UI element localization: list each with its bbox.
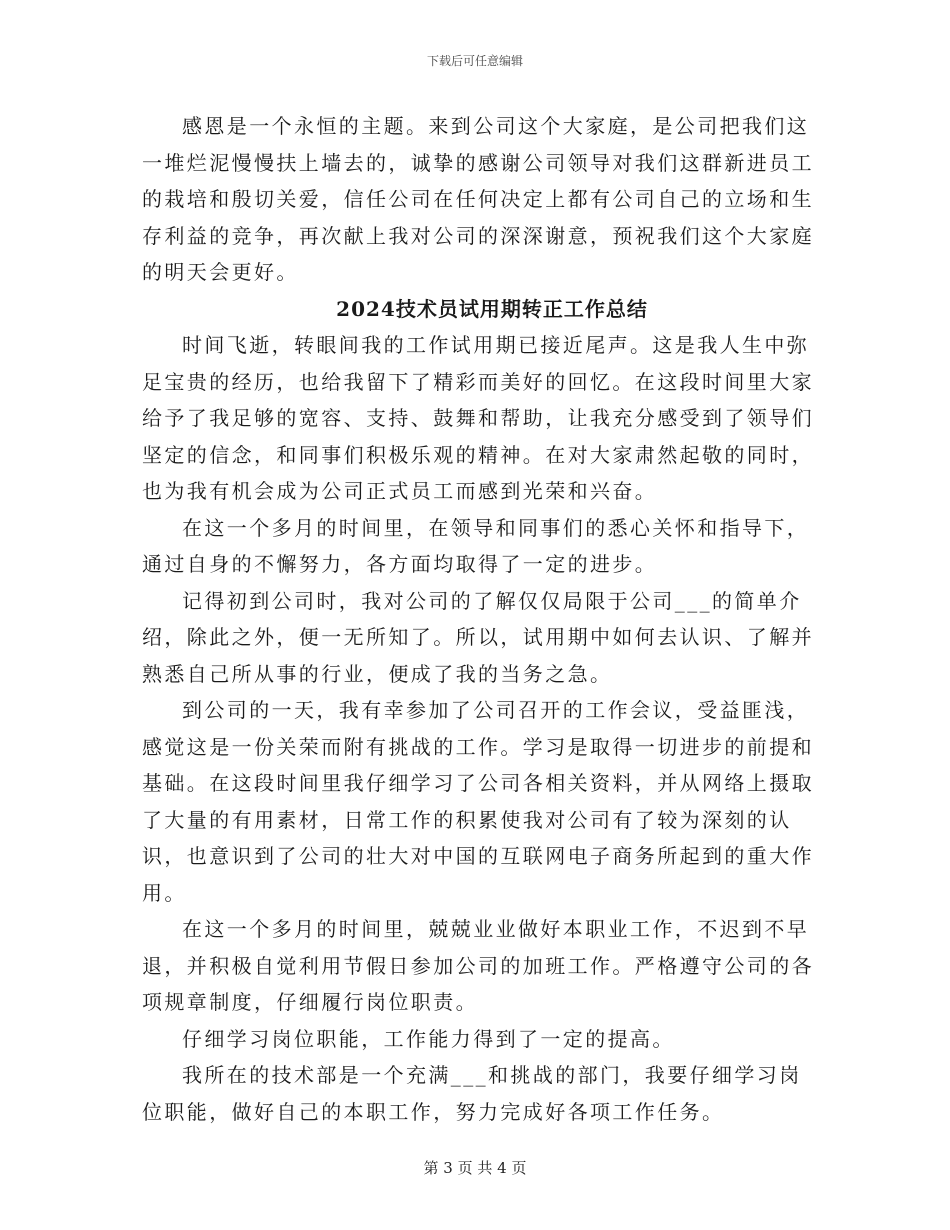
paragraph-department: 我所在的技术部是一个充满___和挑战的部门，我要仔细学习岗位职能，做好自己的本职工作，努力完成好各项工作任务。 — [142, 1063, 802, 1124]
document-title: 2024技术员试用期转正工作总结 — [336, 296, 648, 321]
paragraph-diligence: 在这一个多月的时间里，兢兢业业做好本职业工作，不迟到不早退，并积极自觉利用节假日参加公司的加班工作。严格遵守公司的各项规章制度，仔细履行岗位职责。 — [142, 917, 814, 1014]
page-footer: 第 3 页 共 4 页 — [423, 1159, 527, 1177]
paragraph-meeting: 到公司的一天，我有幸参加了公司召开的工作会议，受益匪浅，感觉这是一份关荣而附有挑战的工作。学习是取得一切进步的前提和基础。在这段时间里我仔细学习了公司各相关资料，并从网络上摄取了大量的有用素材，日常工作的积累使我对公司有了较为深刻的认识，也意识到了公司的壮大对中国的互联网电子商务所起到的重大作用。 — [142, 698, 814, 905]
document-body — [142, 108, 822, 1130]
paragraph-gratitude: 感恩是一个永恒的主题。来到公司这个大家庭，是公司把我们这一堆烂泥慢慢扶上墙去的，诚挚的感谢公司领导对我们这群新进员工的栽培和殷切关爱，信任公司在任何决定上都有公司自己的立场和生存利益的竞争，再次献上我对公司的深深谢意，预祝我们这个大家庭的明天会更好。 — [142, 114, 814, 284]
page-header: 下载后可任意编辑 — [426, 54, 523, 68]
paragraph-progress: 在这一个多月的时间里，在领导和同事们的悉心关怀和指导下，通过自身的不懈努力，各方面均取得了一定的进步。 — [142, 515, 810, 576]
paragraph-intro: 时间飞逝，转眼间我的工作试用期已接近尾声。这是我人生中弥足宝贵的经历，也给我留下了精彩而美好的回忆。在这段时间里大家给予了我足够的宽容、支持、鼓舞和帮助，让我充分感受到了领导们坚定的信念，和同事们积极乐观的精神。在对大家肃然起敬的同时，也为我有机会成为公司正式员工而感到光荣和兴奋。 — [142, 333, 814, 503]
paragraph-learning: 仔细学习岗位职能，工作能力得到了一定的提高。 — [182, 1026, 675, 1051]
paragraph-first-days: 记得初到公司时，我对公司的了解仅仅局限于公司___的简单介绍，除此之外，便一无所知了。所以，试用期中如何去认识、了解并熟悉自己所从事的行业，便成了我的当务之急。 — [142, 588, 814, 686]
